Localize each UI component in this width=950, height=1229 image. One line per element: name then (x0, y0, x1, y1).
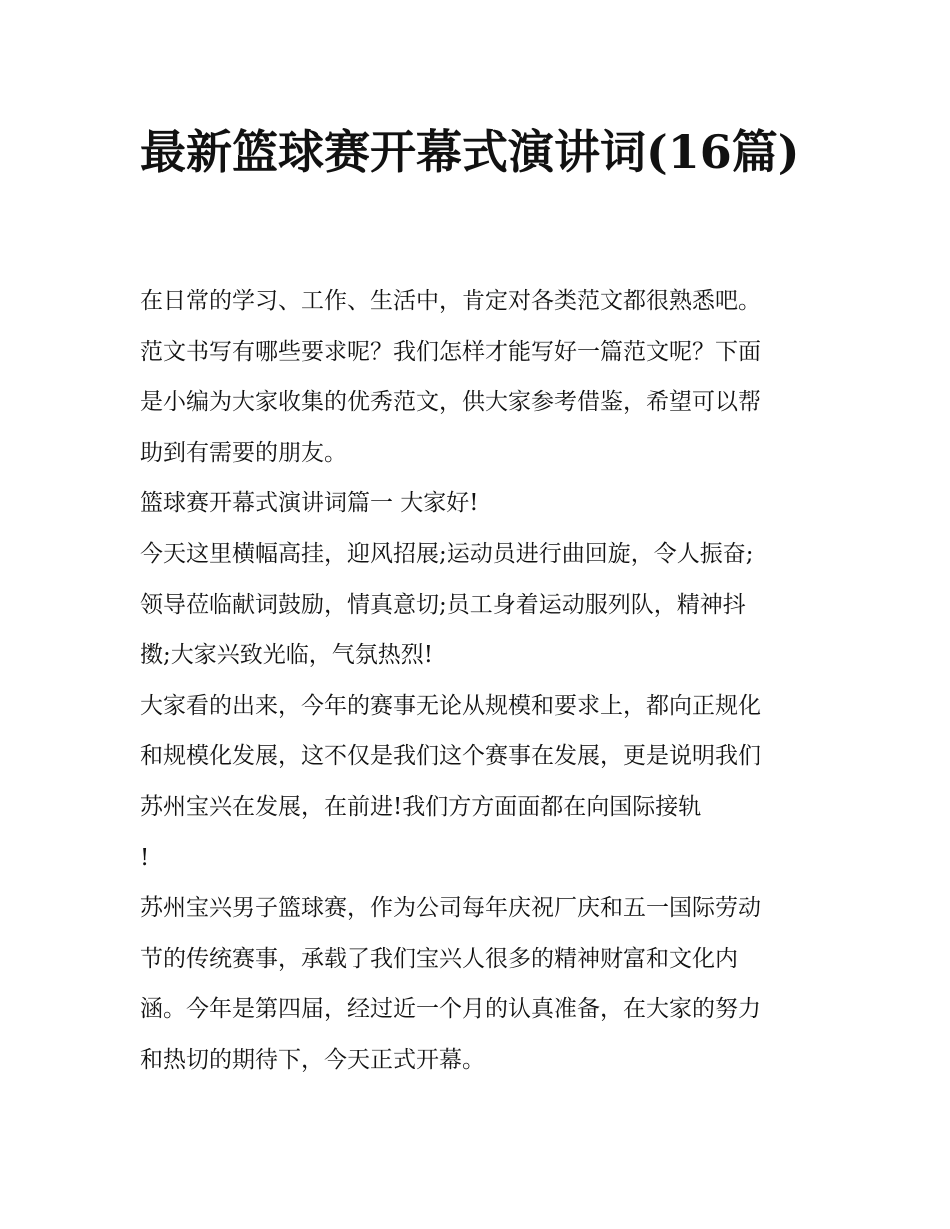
text-line: 助到有需要的朋友。 (140, 439, 347, 466)
text-line: ! (140, 844, 150, 871)
document-body (140, 276, 820, 1086)
text-line: 在日常的学习、工作、生活中，肯定对各类范文都很熟悉吧。 (140, 288, 761, 314)
text-line: 苏州宝兴在发展，在前进!我们方方面面都在向国际接轨 (140, 793, 702, 820)
text-line: 和热切的期待下，今天正式开幕。 (140, 1046, 485, 1073)
text-line: 大家看的出来，今年的赛事无论从规模和要求上，都向正规化 (140, 692, 761, 719)
paragraph-section-heading (140, 478, 820, 529)
paragraph-tournament (140, 883, 820, 1085)
text-line: 涵。今年是第四届，经过近一个月的认真准备，在大家的努力 (140, 996, 761, 1023)
text-line: 擞;大家兴致光临，气氛热烈! (140, 642, 433, 669)
paragraph-opening (140, 529, 820, 681)
document-title: 最新篮球赛开幕式演讲词(16篇) (140, 125, 800, 179)
text-line: 领导莅临献词鼓励，情真意切;员工身着运动服列队，精神抖 (140, 591, 746, 618)
text-line: 是小编为大家收集的优秀范文，供大家参考借鉴，希望可以帮 (140, 389, 761, 416)
text-line: 节的传统赛事，承载了我们宝兴人很多的精神财富和文化内 (140, 945, 738, 972)
text-line: 今天这里横幅高挂，迎风招展;运动员进行曲回旋，令人振奋; (140, 540, 754, 567)
text-line: 范文书写有哪些要求呢？我们怎样才能写好一篇范文呢？下面 (140, 338, 761, 365)
paragraph-development (140, 681, 820, 883)
text-line: 篮球赛开幕式演讲词篇一 大家好! (140, 490, 479, 517)
text-line: 和规模化发展，这不仅是我们这个赛事在发展，更是说明我们 (140, 743, 761, 770)
paragraph-intro (140, 276, 820, 478)
text-line: 苏州宝兴男子篮球赛，作为公司每年庆祝厂庆和五一国际劳动 (140, 895, 761, 922)
